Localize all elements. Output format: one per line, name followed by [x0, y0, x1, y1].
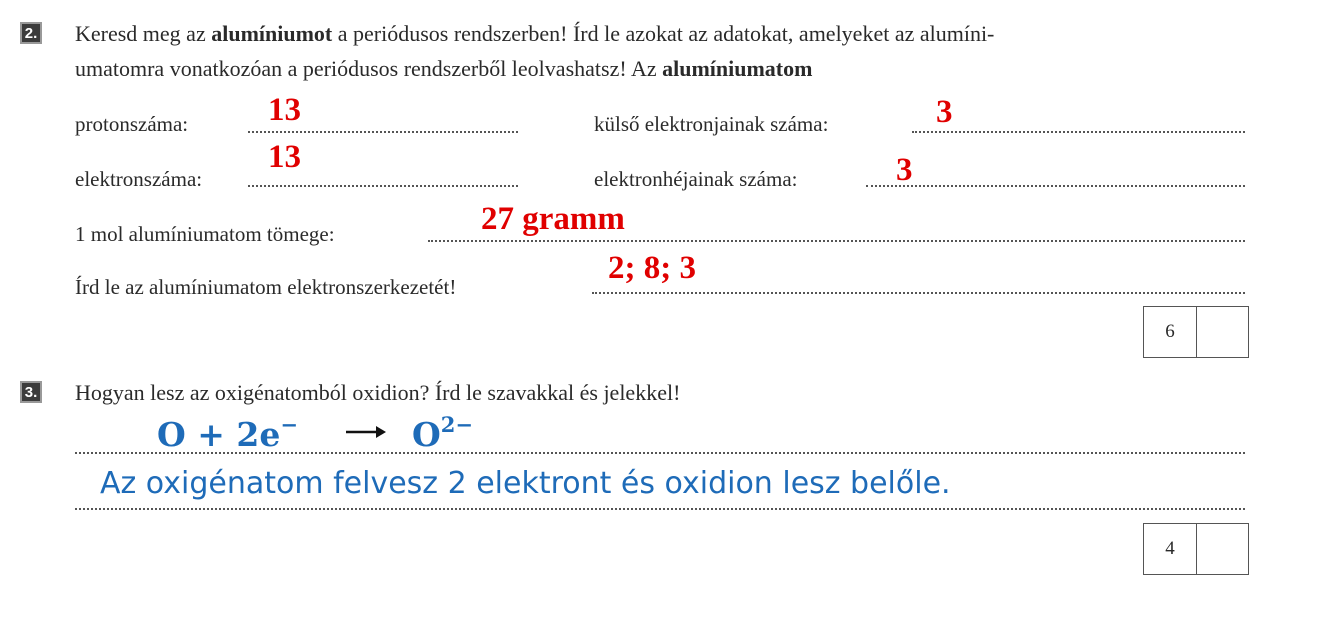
task-2-instruction-line-2: [75, 52, 812, 86]
instruction-text: Keresd meg az: [75, 21, 212, 46]
task-3-answer-line-1[interactable]: [75, 452, 1245, 454]
electron-configuration-answer: 2; 8; 3: [608, 250, 696, 286]
outer-electrons-answer: 3: [936, 94, 953, 130]
electron-configuration-label: Írd le az alumíniumatom elektronszerkezetét!: [75, 275, 457, 299]
equation-rhs-text: O: [412, 415, 441, 454]
electron-shells-label: elektronhéjainak száma:: [594, 167, 798, 191]
electron-charge-superscript: −: [280, 412, 298, 437]
electron-number-label: elektronszáma:: [75, 167, 203, 191]
task-3-earned-points-field[interactable]: [1197, 524, 1248, 574]
electron-shells-answer: 3: [896, 152, 913, 188]
electron-number-answer-line[interactable]: [248, 185, 518, 187]
electron-number-answer: 13: [268, 139, 301, 175]
task-3-answer-line-2[interactable]: [75, 508, 1245, 510]
molar-mass-label: 1 mol alumíniumatom tömege:: [75, 222, 335, 246]
proton-number-answer: 13: [268, 92, 301, 128]
electron-configuration-answer-line[interactable]: [592, 292, 1245, 294]
outer-electrons-answer-line[interactable]: [912, 131, 1245, 133]
task-3-number-badge: 3.: [20, 381, 42, 403]
proton-number-answer-line[interactable]: [248, 131, 518, 133]
instruction-text: a periódusos rendszerben! Írd le azokat az adatokat, amelyeket az alumíni-: [332, 21, 995, 46]
task-2-number-badge: 2.: [20, 22, 42, 44]
proton-number-label: protonszáma:: [75, 112, 189, 136]
oxide-ion-sentence-answer: Az oxigénatom felvesz 2 elektront és oxidion lesz belőle.: [100, 466, 951, 501]
oxide-ion-equation-rhs: [412, 412, 473, 454]
task-2-instruction-line-1: [75, 17, 994, 51]
molar-mass-answer: 27 gramm: [481, 201, 625, 237]
task-2-max-points: 6: [1144, 307, 1197, 357]
task-3-score-box: [1143, 523, 1249, 575]
equation-lhs-text: O + 2e: [157, 415, 281, 454]
task-3-max-points: 4: [1144, 524, 1197, 574]
instruction-bold-text: alumíniumot: [211, 21, 333, 46]
reaction-arrow-icon: [344, 422, 388, 442]
task-2-score-box: [1143, 306, 1249, 358]
instruction-text: umatomra vonatkozóan a periódusos rendszerből leolvashatsz! Az: [75, 56, 663, 81]
molar-mass-answer-line[interactable]: [428, 240, 1245, 242]
oxide-ion-equation-lhs: [157, 412, 298, 454]
outer-electrons-label: külső elektronjainak száma:: [594, 112, 829, 136]
electron-shells-answer-line[interactable]: [866, 185, 1245, 187]
instruction-bold-text: alumíniumatom: [662, 56, 813, 81]
oxide-charge-superscript: 2−: [440, 412, 473, 437]
task-2-earned-points-field[interactable]: [1197, 307, 1248, 357]
task-3-question: Hogyan lesz az oxigénatomból oxidion? Írd le szavakkal és jelekkel!: [75, 380, 681, 405]
